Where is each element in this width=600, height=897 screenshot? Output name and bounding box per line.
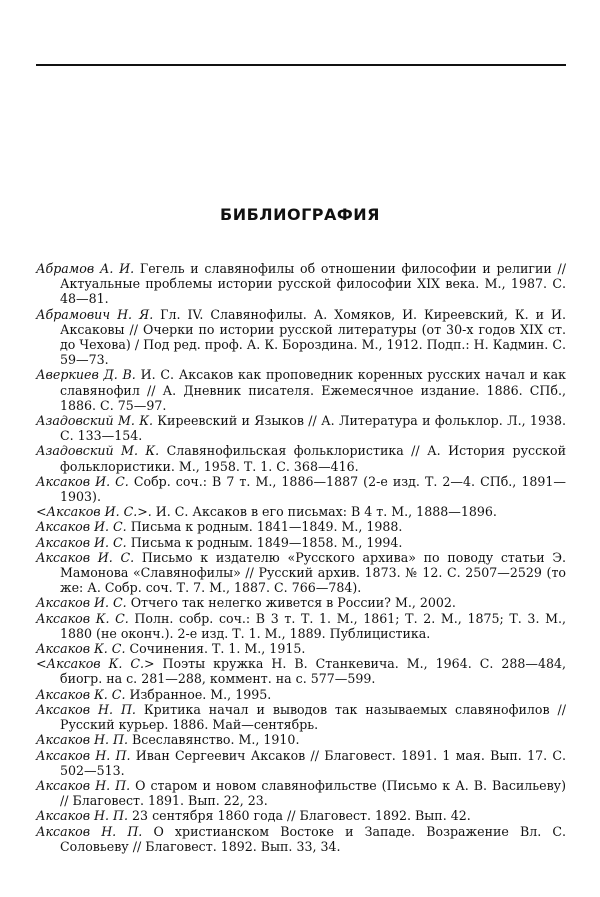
entry-author: <Аксаков И. С.>.: [36, 504, 152, 520]
bibliography-entry: [36, 595, 566, 610]
entry-text: Критика начал и выводов так называемых славянофилов // Русский курьер. 1886. Май—сентябрь.: [60, 701, 566, 733]
entry-author: Аксаков К. С.: [36, 641, 126, 657]
entry-text: Иван Сергеевич Аксаков // Благовест. 1891. 1 мая. Вып. 17. С. 502—513.: [60, 747, 566, 778]
entry-author: Аксаков И. С.: [36, 534, 127, 550]
bibliography-entry: [36, 535, 566, 550]
entry-author: <Аксаков К. С.>: [36, 656, 155, 672]
entry-text: Сочинения. Т. 1. М., 1915.: [125, 641, 306, 657]
entry-text: Полн. собр. соч.: В 3 т. Т. 1. М., 1861; Т. 2. М., 1875; Т. 3. М., 1880 (не оконч.). 2-е изд. Т. 1. М., 1889. Публицистика.: [60, 610, 567, 641]
entry-text: О старом и новом славянофильстве (Письмо к А. В. Васильеву) // Благовест. 1891. Вып. 22, 23.: [60, 777, 566, 809]
entry-author: Аксаков И. С.: [36, 473, 129, 489]
bibliography-entry: [36, 641, 566, 656]
entry-author: Аксаков К. С.: [36, 686, 126, 702]
entry-author: Аксаков Н. П.: [36, 823, 143, 839]
bibliography-entry: [36, 550, 566, 596]
bibliography-entry: [36, 474, 566, 504]
bibliography-list: [36, 261, 566, 854]
bibliography-entry: [36, 732, 566, 747]
bibliography-entry: [36, 748, 566, 778]
entry-text: Письмо к издателю «Русского архива» по поводу статьи Э. Мамонова «Славянофилы» // Русский архив. 1873. № 12. С. 2507—2529 (то же: А. Собр. соч. Т. 7. М., 1887. С. 766—784).: [60, 549, 566, 596]
entry-author: Аксаков Н. П.: [36, 808, 129, 824]
entry-author: Аксаков Н. П.: [36, 747, 131, 763]
bibliography-entry: [36, 504, 566, 519]
bibliography-entry: [36, 702, 566, 732]
entry-text: И. С. Аксаков как проповедник коренных русских начал и как славянофил // А. Дневник писателя. Ежемесячное издание. 1886. СПб., 1886. С. 75—97.: [60, 367, 566, 413]
page-title: БИБЛИОГРАФИЯ: [220, 205, 380, 224]
entry-text: 23 сентября 1860 года // Благовест. 1892. Вып. 42.: [128, 808, 471, 824]
entry-author: Аксаков И. С.: [36, 519, 127, 535]
entry-author: Абрамов А. И.: [36, 261, 135, 276]
entry-author: Аксаков И. С.: [36, 549, 135, 565]
entry-text: Поэты кружка Н. В. Станкевича. М., 1964. С. 288—484, биогр. на с. 281—288, коммент. на с. 577—599.: [60, 656, 566, 687]
entry-author: Аксаков Н. П.: [36, 732, 129, 748]
entry-author: Аксаков К. С.: [36, 610, 129, 626]
entry-text: Собр. соч.: В 7 т. М., 1886—1887 (2-е изд. Т. 2—4. СПб., 1891—1903).: [60, 473, 566, 505]
entry-author: Аверкиев Д. В.: [36, 367, 136, 383]
entry-author: Азадовский М. К.: [36, 413, 153, 429]
entry-text: О христианском Востоке и Западе. Возражение Вл. С. Соловьеву // Благовест. 1892. Вып. 33, 34.: [60, 823, 567, 854]
bibliography-entry: [36, 443, 566, 473]
bibliography-entry: [36, 656, 566, 686]
entry-author: Абрамович Н. Я.: [36, 306, 154, 322]
entry-author: Азадовский М. К.: [36, 443, 160, 459]
bibliography-entry: [36, 687, 566, 702]
entry-author: Аксаков Н. П.: [36, 777, 131, 793]
entry-text: Всеславянство. М., 1910.: [128, 732, 300, 748]
entry-text: Письма к родным. 1849—1858. М., 1994.: [126, 534, 403, 550]
bibliography-entry: [36, 824, 566, 854]
entry-author: Аксаков И. С.: [36, 595, 127, 611]
bibliography-entry: [36, 307, 566, 368]
bibliography-entry: [36, 611, 566, 641]
top-rule: [36, 64, 566, 66]
bibliography-entry: [36, 413, 566, 443]
bibliography-entry: [36, 367, 566, 413]
entry-text: Отчего так нелегко живется в России? М., 2002.: [126, 595, 456, 611]
bibliography-entry: [36, 808, 566, 823]
bibliography-entry: [36, 519, 566, 534]
bibliography-entry: [36, 261, 566, 307]
entry-text: Киреевский и Языков // А. Литература и фольклор. Л., 1938. С. 133—154.: [60, 413, 566, 444]
entry-text: Гегель и славянофилы об отношении философии и религии // Актуальные проблемы истории русской философии XIX века. М., 1987. С. 48—81.: [60, 261, 566, 307]
entry-author: Аксаков Н. П.: [36, 701, 136, 717]
entry-text: И. С. Аксаков в его письмах: В 4 т. М., 1888—1896.: [151, 504, 497, 520]
entry-text: Избранное. М., 1995.: [125, 686, 272, 702]
entry-text: Гл. IV. Славянофилы. А. Хомяков, И. Киреевский, К. и И. Аксаковы // Очерки по истории русской литературы (от 30-х годов XIX ст. до Чехова) / Под ред. проф. А. К. Бороздина. М., 1912. Подп.: Н. Кадмин. С. 59—73.: [60, 306, 566, 368]
entry-text: Письма к родным. 1841—1849. М., 1988.: [126, 519, 403, 535]
entry-text: Славянофильская фольклористика // А. История русской фольклористики. М., 1958. Т. 1. С. 368—416.: [60, 443, 566, 474]
bibliography-entry: [36, 778, 566, 808]
